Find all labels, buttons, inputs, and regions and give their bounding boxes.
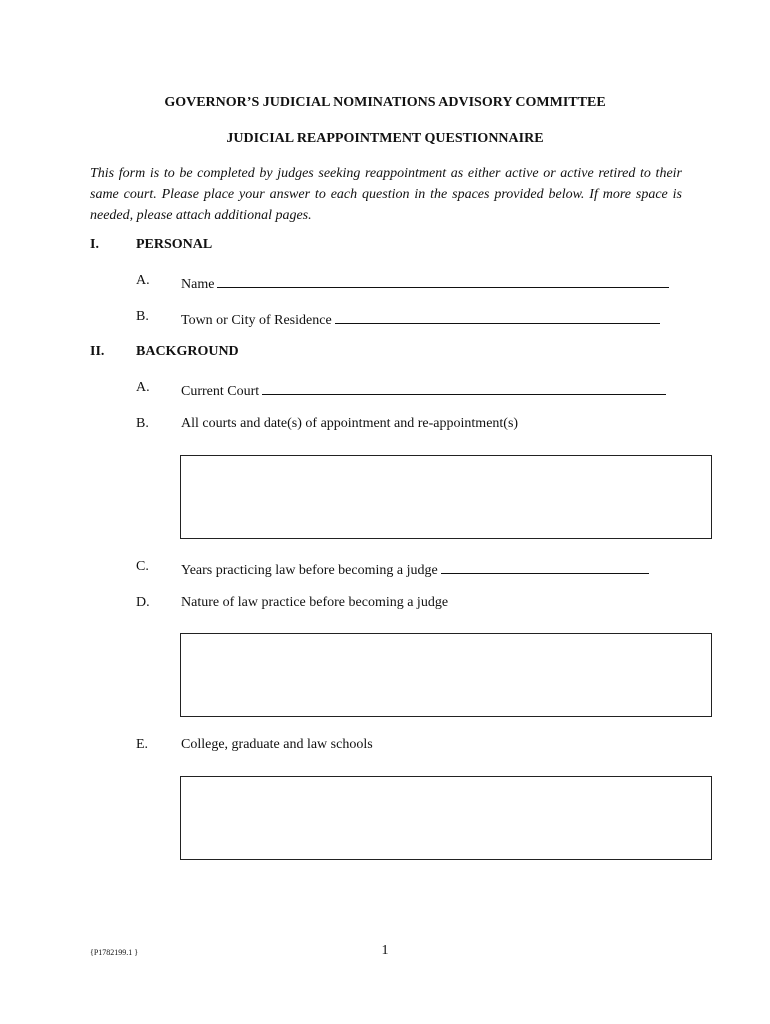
section-personal-title: PERSONAL [136, 237, 213, 252]
years-practicing-row [181, 559, 649, 579]
practice-nature-answer-box[interactable] [180, 633, 712, 717]
residence-field[interactable] [335, 309, 660, 324]
section-personal-number: I. [90, 237, 99, 252]
schools-label: College, graduate and law schools [181, 737, 373, 752]
years-practicing-field[interactable] [441, 559, 649, 574]
item-practice-nature-letter: D. [136, 595, 150, 610]
item-courts-dates-letter: B. [136, 416, 149, 431]
courts-dates-label: All courts and date(s) of appointment and re-appointment(s) [181, 416, 519, 431]
years-practicing-label: Years practicing law before becoming a judge [181, 563, 438, 578]
section-background-title: BACKGROUND [136, 344, 239, 359]
name-field[interactable] [217, 273, 669, 288]
courts-dates-answer-box[interactable] [180, 455, 712, 539]
item-current-court-letter: A. [136, 380, 150, 395]
page-number: 1 [381, 943, 389, 958]
current-court-label: Current Court [181, 384, 260, 399]
document-id: {P1782199.1 } [90, 948, 139, 957]
current-court-row [181, 380, 666, 400]
current-court-field[interactable] [262, 380, 666, 395]
practice-nature-label: Nature of law practice before becoming a judge [181, 595, 449, 610]
committee-heading: GOVERNOR’S JUDICIAL NOMINATIONS ADVISORY COMMITTEE [164, 95, 606, 110]
section-background-number: II. [90, 344, 105, 359]
intro-instructions: This form is to be completed by judges seeking reappointment as either active or active retired to their same court. Please place your answer to each question in the spaces provided below. If more space is needed, please attach additional pages. [90, 166, 682, 223]
form-title: JUDICIAL REAPPOINTMENT QUESTIONNAIRE [226, 131, 544, 146]
name-label: Name [181, 277, 215, 292]
item-schools-letter: E. [136, 737, 149, 752]
schools-answer-box[interactable] [180, 776, 712, 860]
item-name-letter: A. [136, 273, 150, 288]
residence-label: Town or City of Residence [181, 313, 332, 328]
residence-row [181, 309, 660, 329]
item-residence-letter: B. [136, 309, 149, 324]
item-years-practicing-letter: C. [136, 559, 149, 574]
name-row [181, 273, 669, 293]
